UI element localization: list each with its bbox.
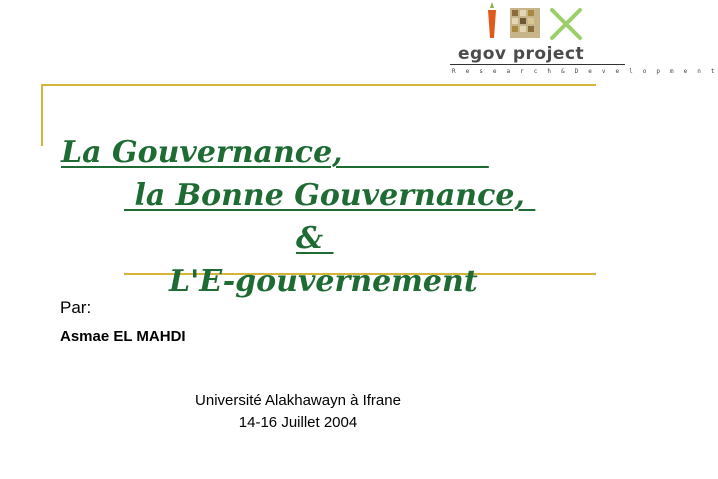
logo-tagline: R e s e a r c h & D e v e l o p m e n t bbox=[452, 68, 718, 75]
logo-name: egov project bbox=[458, 44, 585, 64]
top-accent-rule bbox=[41, 84, 596, 86]
title-line-4: L'E-gouvernement bbox=[169, 264, 478, 299]
presenter-label: Par: bbox=[60, 298, 92, 317]
title-line-1: La Gouvernance, bbox=[61, 135, 489, 170]
event-date: 14-16 Juillet 2004 bbox=[238, 414, 358, 431]
institution: Université Alakhawayn à Ifrane bbox=[195, 392, 401, 409]
presenter-name: Asmae EL MAHDI bbox=[60, 328, 186, 345]
title-line-3: & bbox=[296, 221, 334, 256]
egov-project-logo bbox=[440, 2, 718, 82]
left-accent-rule bbox=[41, 84, 43, 146]
title-line-2: la Bonne Gouvernance, bbox=[124, 178, 536, 213]
